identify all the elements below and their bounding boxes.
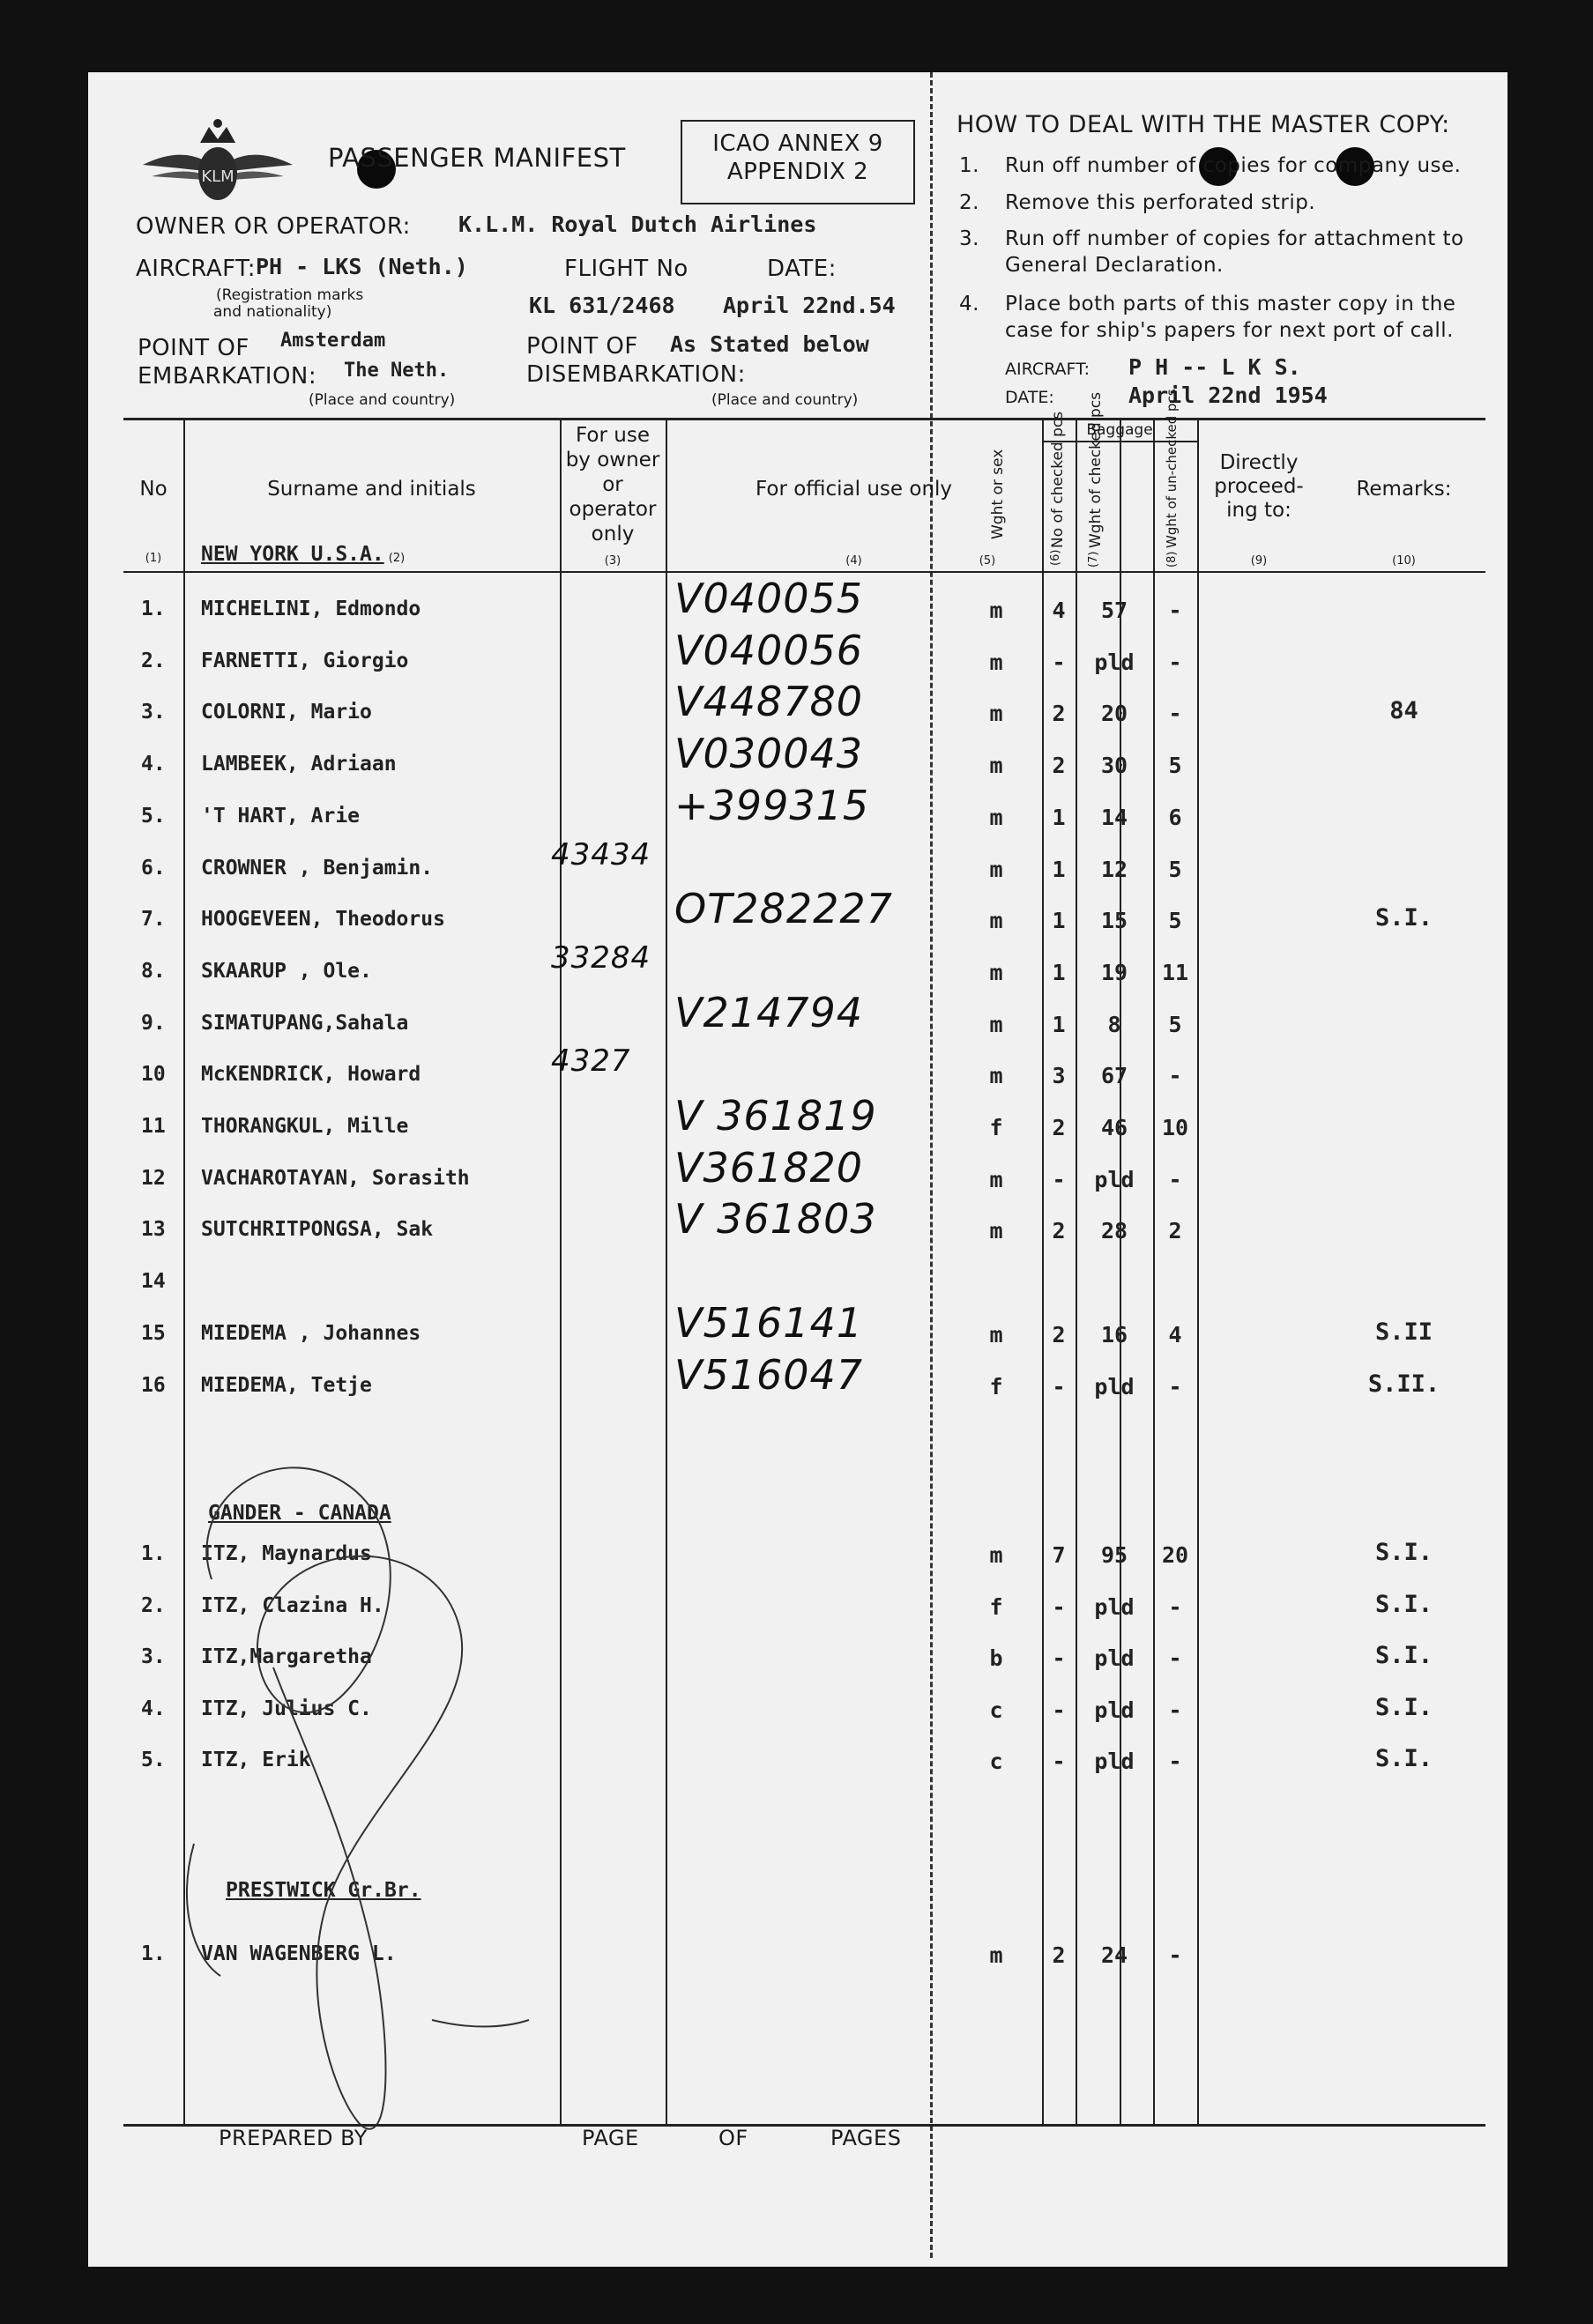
- col-header-directly: [1197, 451, 1321, 523]
- embarkation-note: (Place and country): [309, 391, 456, 409]
- remarks-value: S.II.: [1367, 1370, 1440, 1398]
- weight-or-sex: m: [989, 856, 1003, 882]
- row-number: 12: [141, 1166, 166, 1190]
- master-step-text: General Declaration.: [1005, 254, 1224, 277]
- passenger-name: ITZ,Margaretha: [201, 1645, 372, 1668]
- weight-or-sex: b: [989, 1645, 1003, 1671]
- unchecked-weight: 6: [1168, 804, 1182, 830]
- checked-weight: pld: [1094, 1373, 1135, 1400]
- remarks-value: S.I.: [1374, 1745, 1433, 1772]
- row-number: 15: [141, 1321, 166, 1345]
- owner-label: OWNER OR OPERATOR:: [136, 213, 411, 240]
- unchecked-weight: -: [1168, 649, 1182, 675]
- col-header-wght-unchecked-num: (8): [1165, 551, 1179, 568]
- passenger-name: COLORNI, Mario: [201, 701, 372, 724]
- embarkation-label: POINT OF: [138, 335, 249, 361]
- checked-weight: 24: [1100, 1942, 1128, 1968]
- page-title: PASSENGER MANIFEST: [328, 143, 626, 173]
- col-header-owner-use-line: or: [602, 473, 623, 496]
- col-header-owner-use-line: only: [591, 523, 635, 546]
- passenger-name: THORANGKUL, Mille: [201, 1115, 409, 1138]
- master-step-number: 1.: [959, 154, 979, 177]
- checked-weight: pld: [1094, 1697, 1135, 1723]
- page-label: PAGE: [582, 2126, 639, 2150]
- col-header-no: No: [139, 478, 167, 501]
- col-header-weight-sex-num: (5): [979, 554, 996, 568]
- of-label: OF: [718, 2126, 748, 2150]
- weight-or-sex: m: [989, 1063, 1003, 1089]
- unchecked-weight: 5: [1168, 1011, 1182, 1037]
- weight-or-sex: c: [989, 1697, 1003, 1723]
- checked-pieces: 1: [1052, 959, 1066, 985]
- row-number: 5.: [141, 804, 166, 828]
- passenger-name: SUTCHRITPONGSA, Sak: [201, 1218, 434, 1242]
- remarks-value: S.I.: [1374, 1693, 1433, 1721]
- weight-or-sex: f: [989, 1593, 1003, 1620]
- col-divider: [1076, 420, 1077, 2126]
- embarkation-country: The Neth.: [344, 360, 450, 382]
- checked-weight: 19: [1100, 959, 1128, 985]
- row-number: 6.: [141, 856, 166, 880]
- master-aircraft-value: P H -- L K S.: [1128, 354, 1301, 380]
- checked-pieces: -: [1052, 1697, 1066, 1723]
- passenger-name: ITZ, Erik: [201, 1749, 311, 1771]
- col-header-official: For official use only: [755, 478, 953, 501]
- checked-pieces: 2: [1052, 1321, 1066, 1348]
- passenger-name: McKENDRICK, Howard: [201, 1063, 421, 1087]
- official-use-number: OT282227: [674, 885, 893, 933]
- checked-pieces: -: [1052, 1373, 1066, 1400]
- weight-or-sex: m: [989, 753, 1003, 779]
- col-divider: [560, 420, 562, 2126]
- row-number: 8.: [141, 959, 166, 983]
- col-header-owner-use: [560, 423, 666, 546]
- disembarkation-note: (Place and country): [711, 391, 859, 409]
- row-number: 1.: [141, 598, 166, 620]
- remarks-value: S.I.: [1374, 1539, 1433, 1566]
- weight-or-sex: f: [989, 1115, 1003, 1140]
- aircraft-label: AIRCRAFT:: [136, 256, 256, 282]
- icao-box: [681, 120, 915, 204]
- row-number: 11: [141, 1115, 166, 1138]
- unchecked-weight: -: [1168, 1373, 1182, 1400]
- checked-pieces: 2: [1052, 753, 1066, 779]
- unchecked-weight: -: [1168, 1697, 1182, 1723]
- master-step-text: Place both parts of this master copy in the: [1005, 293, 1456, 316]
- col-header-owner-use-line: by owner: [565, 449, 660, 471]
- checked-pieces: -: [1052, 1645, 1066, 1671]
- official-use-number: V516047: [674, 1350, 864, 1399]
- col-header-wght-checked: Wght of checked pcs: [1087, 391, 1105, 548]
- checked-weight: pld: [1094, 1593, 1135, 1620]
- aircraft-note: (Registration marks: [216, 286, 364, 304]
- passenger-name: MICHELINI, Edmondo: [201, 598, 421, 620]
- row-number: 5.: [141, 1749, 166, 1771]
- col-header-no-num: (1): [145, 552, 162, 565]
- passenger-name: SKAARUP , Ole.: [201, 959, 372, 983]
- col-header-checked-pcs: (6): [1049, 549, 1062, 566]
- row-number: 9.: [141, 1011, 166, 1035]
- official-use-number: V030043: [674, 730, 864, 778]
- disembarkation-label: DISEMBARKATION:: [526, 361, 746, 388]
- passenger-name: ITZ, Maynardus: [201, 1542, 372, 1565]
- passenger-name: FARNETTI, Giorgio: [201, 649, 409, 672]
- col-header-official-num: (4): [845, 554, 862, 568]
- col-header-baggage: Baggage: [1086, 421, 1153, 439]
- icao-annex-label: ICAO ANNEX 9: [712, 130, 883, 157]
- section-new-york: NEW YORK U.S.A.: [201, 543, 384, 566]
- checked-pieces: -: [1052, 649, 1066, 675]
- row-number: 7.: [141, 908, 166, 932]
- weight-or-sex: m: [989, 1218, 1003, 1244]
- checked-pieces: 2: [1052, 1942, 1066, 1968]
- checked-pieces: 2: [1052, 1218, 1066, 1244]
- master-aircraft-label: AIRCRAFT:: [1005, 360, 1091, 379]
- row-number: 14: [141, 1270, 166, 1294]
- master-step-number: 3.: [959, 227, 979, 250]
- row-number: 10: [141, 1063, 166, 1087]
- col-header-directly-line: Directly: [1219, 451, 1299, 474]
- unchecked-weight: -: [1168, 1749, 1182, 1774]
- table-header-border: [123, 571, 1485, 573]
- master-step-number: 4.: [959, 293, 979, 316]
- official-use-number: V516141: [674, 1298, 864, 1347]
- passenger-name: HOOGEVEEN, Theodorus: [201, 908, 445, 932]
- official-use-number: V040055: [674, 575, 864, 622]
- unchecked-weight: -: [1168, 1593, 1182, 1620]
- passenger-name: CROWNER , Benjamin.: [201, 856, 434, 880]
- owner-use-number: 4327: [551, 1043, 631, 1080]
- table-top-border: [123, 418, 1485, 420]
- checked-weight: pld: [1094, 1166, 1135, 1192]
- col-header-remarks: Remarks:: [1356, 478, 1452, 501]
- perforation-line: [930, 72, 933, 2258]
- checked-pieces: 1: [1052, 856, 1066, 882]
- checked-weight: pld: [1094, 1645, 1135, 1671]
- col-divider: [1153, 420, 1155, 2126]
- checked-weight: 16: [1100, 1321, 1128, 1348]
- col-divider: [1120, 420, 1121, 2126]
- checked-pieces: 7: [1052, 1542, 1066, 1568]
- checked-pieces: 3: [1052, 1063, 1066, 1089]
- checked-weight: pld: [1094, 649, 1135, 675]
- col-divider: [666, 420, 667, 2126]
- checked-weight: 30: [1100, 753, 1128, 779]
- row-number: 13: [141, 1218, 166, 1242]
- row-number: 1.: [141, 1942, 166, 1965]
- remarks-value: 84: [1389, 697, 1418, 725]
- owner-use-number: 43434: [551, 836, 651, 872]
- passenger-name: ITZ, Julius C.: [201, 1697, 372, 1720]
- embarkation-label: EMBARKATION:: [138, 363, 317, 390]
- icao-appendix-label: APPENDIX 2: [726, 159, 869, 185]
- master-date-value: April 22nd 1954: [1128, 382, 1328, 408]
- unchecked-weight: -: [1168, 701, 1182, 727]
- row-number: 16: [141, 1373, 166, 1397]
- official-use-number: V 361819: [674, 1092, 877, 1140]
- remarks-value: S.I.: [1374, 1590, 1433, 1618]
- checked-pieces: -: [1052, 1166, 1066, 1192]
- checked-weight: 57: [1100, 598, 1128, 623]
- master-step-text: Run off number of copies for attachment to: [1005, 227, 1464, 250]
- row-number: 4.: [141, 1697, 166, 1720]
- checked-weight: 67: [1100, 1063, 1128, 1089]
- unchecked-weight: 2: [1168, 1218, 1182, 1244]
- weight-or-sex: m: [989, 1166, 1003, 1192]
- aircraft-value: PH - LKS (Neth.): [256, 254, 468, 279]
- section-gander: GANDER - CANADA: [208, 1502, 391, 1525]
- manifest-page: [88, 72, 1507, 2267]
- checked-pieces: 2: [1052, 1115, 1066, 1140]
- checked-weight: 12: [1100, 856, 1128, 882]
- flight-number: KL 631/2468: [529, 293, 675, 318]
- weight-or-sex: m: [989, 1011, 1003, 1037]
- checked-weight: 20: [1100, 701, 1128, 727]
- pages-label: PAGES: [830, 2126, 902, 2150]
- passenger-name: VAN WAGENBERG L.: [201, 1942, 397, 1965]
- checked-weight: 14: [1100, 804, 1128, 830]
- passenger-name: LAMBEEK, Adriaan: [201, 753, 397, 776]
- date-label: DATE:: [767, 256, 837, 282]
- col-header-remarks-num: (10): [1392, 554, 1416, 568]
- official-use-number: V448780: [674, 678, 864, 726]
- checked-pieces: 1: [1052, 804, 1066, 830]
- weight-or-sex: m: [989, 649, 1003, 675]
- owner-value: K.L.M. Royal Dutch Airlines: [458, 212, 817, 237]
- row-number: 3.: [141, 701, 166, 724]
- weight-or-sex: m: [989, 804, 1003, 830]
- checked-weight: 15: [1100, 908, 1128, 934]
- checked-weight: 95: [1100, 1542, 1128, 1568]
- col-header-owner-use-line: operator: [569, 498, 657, 521]
- flight-date: April 22nd.54: [723, 293, 896, 318]
- row-number: 2.: [141, 649, 166, 672]
- master-copy-title: HOW TO DEAL WITH THE MASTER COPY:: [957, 111, 1450, 138]
- master-date-label: DATE:: [1005, 388, 1054, 407]
- checked-weight: 8: [1107, 1011, 1121, 1037]
- col-header-directly-line: ing to:: [1226, 499, 1292, 522]
- master-step-text: case for ship's papers for next port of call.: [1005, 319, 1454, 342]
- unchecked-weight: 5: [1168, 908, 1182, 934]
- disembarkation-value: As Stated below: [670, 331, 869, 357]
- weight-or-sex: c: [989, 1749, 1003, 1774]
- passenger-name: 'T HART, Arie: [201, 804, 361, 828]
- weight-or-sex: m: [989, 1542, 1003, 1568]
- unchecked-weight: -: [1168, 1942, 1182, 1968]
- unchecked-weight: 10: [1161, 1115, 1189, 1140]
- klm-crown-logo-icon: [134, 116, 301, 213]
- checked-pieces: 2: [1052, 701, 1066, 727]
- svg-text:KLM: KLM: [201, 167, 234, 186]
- row-number: 3.: [141, 1645, 166, 1668]
- weight-or-sex: f: [989, 1373, 1003, 1400]
- checked-pieces: 1: [1052, 1011, 1066, 1037]
- unchecked-weight: 11: [1161, 959, 1189, 985]
- official-use-number: +399315: [674, 781, 870, 829]
- checked-pieces: 4: [1052, 598, 1066, 623]
- unchecked-weight: -: [1168, 1063, 1182, 1089]
- row-number: 1.: [141, 1542, 166, 1565]
- passenger-name: ITZ, Clazina H.: [201, 1593, 384, 1617]
- prepared-by-label: PREPARED BY: [219, 2126, 368, 2150]
- unchecked-weight: -: [1168, 1166, 1182, 1192]
- col-header-wght-unchecked: Wght of un-checked pcs: [1164, 389, 1180, 548]
- master-step-number: 2.: [959, 191, 979, 214]
- row-number: 2.: [141, 1593, 166, 1617]
- checked-pieces: 1: [1052, 908, 1066, 934]
- col-header-checked-pcs: No of checked pcs: [1049, 411, 1067, 548]
- col-header-wght-checked-num: (7): [1087, 551, 1100, 568]
- weight-or-sex: m: [989, 959, 1003, 985]
- col-header-surname: Surname and initials: [267, 478, 476, 501]
- checked-weight: 46: [1100, 1115, 1128, 1140]
- owner-use-number: 33284: [551, 939, 651, 976]
- unchecked-weight: -: [1168, 1645, 1182, 1671]
- remarks-value: S.I.: [1374, 1642, 1433, 1669]
- col-header-weight-sex: Wght or sex: [989, 449, 1007, 539]
- col-header-directly-num: (9): [1250, 554, 1268, 568]
- weight-or-sex: m: [989, 908, 1003, 934]
- unchecked-weight: -: [1168, 598, 1182, 623]
- disembarkation-label: POINT OF: [526, 333, 638, 360]
- col-header-surname-num: (2): [388, 552, 406, 565]
- weight-or-sex: m: [989, 1321, 1003, 1348]
- checked-weight: pld: [1094, 1749, 1135, 1774]
- unchecked-weight: 4: [1168, 1321, 1182, 1348]
- col-divider: [1197, 420, 1199, 2126]
- master-step-text: Run off number of copies for company use.: [1005, 154, 1462, 177]
- official-use-number: V214794: [674, 988, 864, 1036]
- weight-or-sex: m: [989, 598, 1003, 623]
- pen-scribble-icon: [167, 1447, 538, 2152]
- weight-or-sex: m: [989, 1942, 1003, 1968]
- master-step-text: Remove this perforated strip.: [1005, 191, 1316, 214]
- section-prestwick: PRESTWICK Gr.Br.: [226, 1879, 421, 1902]
- col-header-owner-use-line: For use: [576, 424, 650, 447]
- col-header-owner-use-num: (3): [604, 554, 622, 568]
- embarkation-city: Amsterdam: [280, 330, 386, 352]
- official-use-number: V040056: [674, 626, 864, 674]
- official-use-number: V 361803: [674, 1195, 877, 1244]
- weight-or-sex: m: [989, 701, 1003, 727]
- remarks-value: S.I.: [1374, 904, 1433, 932]
- unchecked-weight: 5: [1168, 753, 1182, 779]
- checked-weight: 28: [1100, 1218, 1128, 1244]
- flight-label: FLIGHT No: [564, 256, 689, 282]
- aircraft-note: and nationality): [213, 303, 332, 321]
- col-header-directly-line: proceed-: [1214, 475, 1304, 498]
- passenger-name: SIMATUPANG,Sahala: [201, 1011, 409, 1035]
- row-number: 4.: [141, 753, 166, 776]
- passenger-name: VACHAROTAYAN, Sorasith: [201, 1166, 470, 1190]
- unchecked-weight: 20: [1161, 1542, 1189, 1568]
- checked-pieces: -: [1052, 1593, 1066, 1620]
- col-divider: [1042, 420, 1044, 2126]
- passenger-name: MIEDEMA , Johannes: [201, 1321, 421, 1345]
- official-use-number: V361820: [674, 1143, 864, 1192]
- passenger-name: MIEDEMA, Tetje: [201, 1373, 372, 1397]
- remarks-value: S.II: [1374, 1318, 1433, 1346]
- unchecked-weight: 5: [1168, 856, 1182, 882]
- checked-pieces: -: [1052, 1749, 1066, 1774]
